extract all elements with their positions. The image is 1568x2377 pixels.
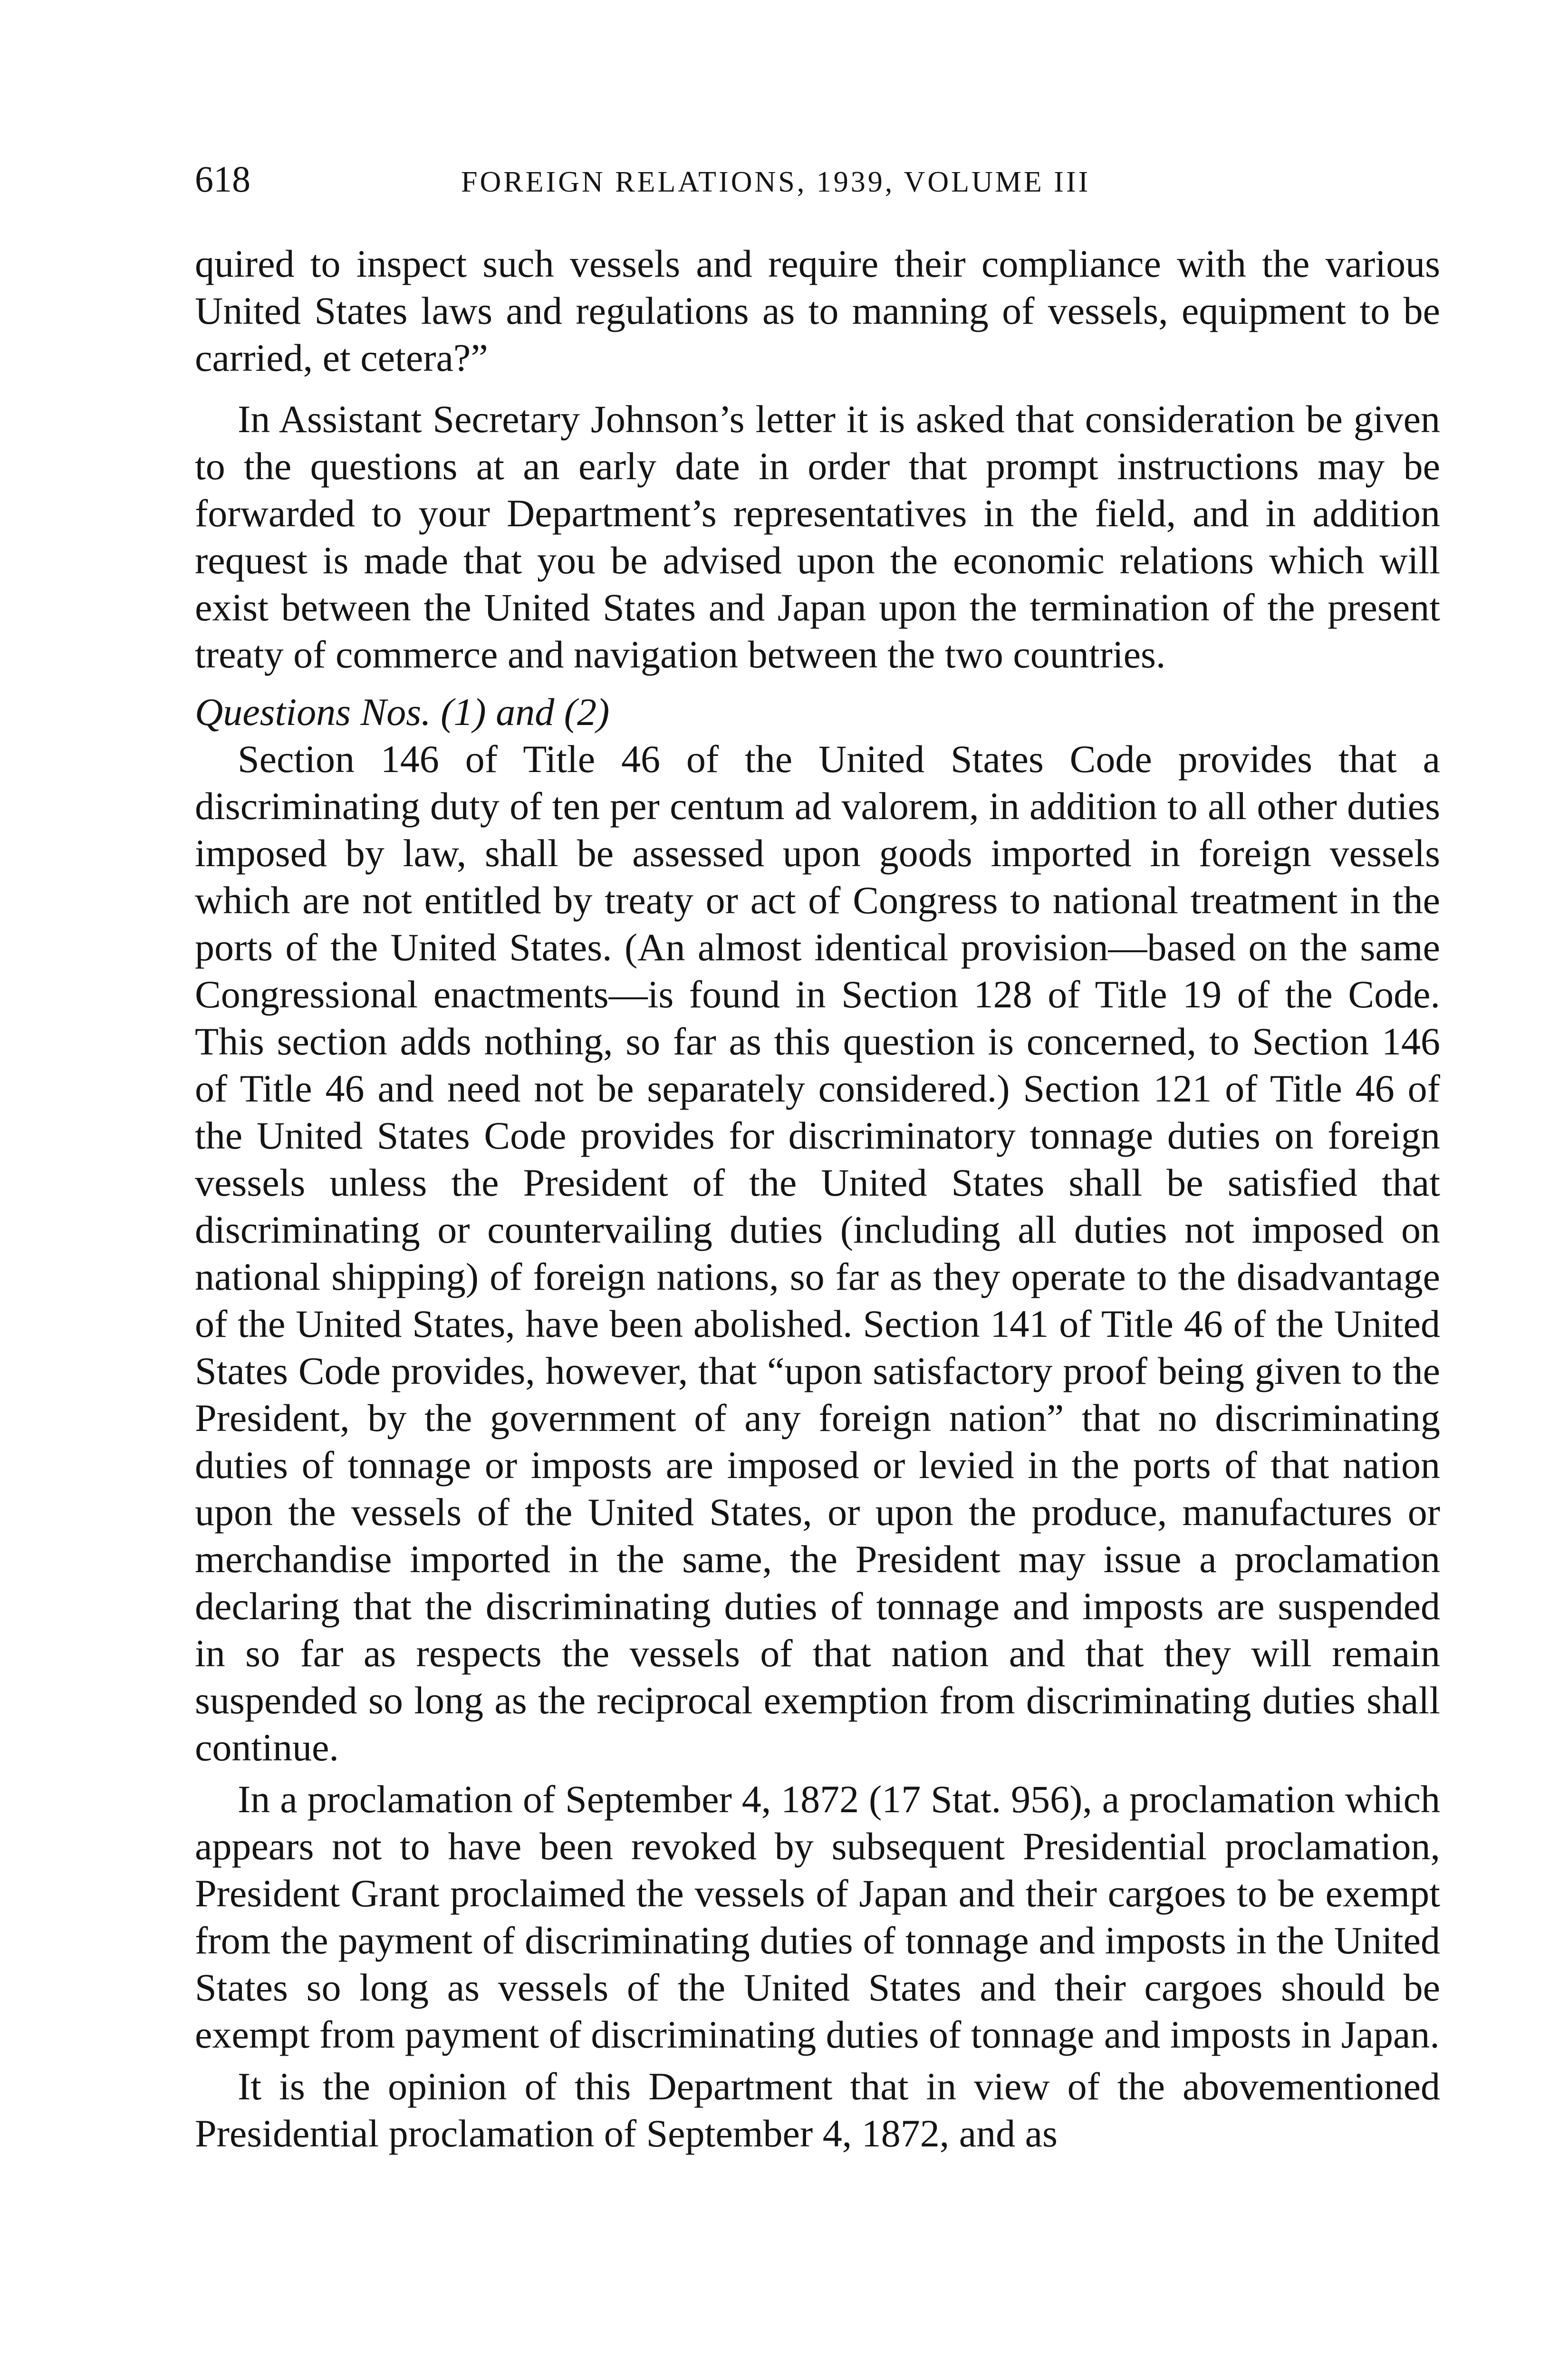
- section-heading-questions: Questions Nos. (1) and (2): [195, 690, 610, 734]
- running-head: FOREIGN RELATIONS, 1939, VOLUME III: [461, 166, 1091, 198]
- paragraph-proclamation-1872: In a proclamation of September 4, 1872 (17 Stat. 956), a proclamation which appears not to have been revoked by subsequent Presidential proclamation, President Grant proclaimed the vessels of Japan and their cargoes to be exempt from the payment of discriminating duties of tonnage and imposts in the United States so long as vessels of the United States and their cargoes should be exempt from payment of discriminating duties of tonnage and imposts in Japan.: [195, 1778, 1440, 2056]
- paragraph-johnson-letter: In Assistant Secretary Johnson’s letter it is asked that consideration be given to the questions at an early date in order that prompt instructions may be forwarded to your Department’s representatives in the field, and in addition request is made that you be advised upon the economic relations which will exist between the United States and Japan upon the termination of the present treaty of commerce and navigation between the two countries.: [195, 397, 1440, 676]
- paragraph-department-opinion: It is the opinion of this Department that in view of the abovementioned Presidential proclamation of September 4, 1872, and as: [195, 2065, 1440, 2155]
- body-text: [195, 240, 1440, 2157]
- paragraph-continuation: quired to inspect such vessels and require their compliance with the various United States laws and regulations as to manning of vessels, equipment to be carried, et cetera?”: [195, 242, 1440, 379]
- page-number: 618: [195, 158, 250, 200]
- paragraph-section-146: Section 146 of Title 46 of the United States Code provides that a discriminating duty of ten per centum ad valorem, in addition to all other duties imposed by law, shall be assessed upon goods imported in foreign vessels which are not entitled by treaty or act of Congress to national treatment in the ports of the United States. (An almost identical provision—based on the same Congressional enactments—is found in Section 128 of Title 19 of the Code. This section adds nothing, so far as this question is concerned, to Section 146 of Title 46 and need not be separately considered.) Section 121 of Title 46 of the United States Code provides for discriminatory tonnage duties on foreign vessels unless the President of the United States shall be satisfied that discriminating or countervailing duties (including all duties not imposed on national shipping) of foreign nations, so far as they operate to the disadvantage of the United States, have been abolished. Section 141 of Title 46 of the United States Code provides, however, that “upon satisfactory proof being given to the President, by the government of any foreign nation” that no discriminating duties of tonnage or imposts are imposed or levied in the ports of that nation upon the vessels of the United States, or upon the produce, manufactures or merchandise imported in the same, the President may issue a proclamation declaring that the discriminating duties of tonnage and imposts are suspended in so far as respects the vessels of that nation and that they will remain suspended so long as the reciprocal exemption from discriminating duties shall continue.: [195, 737, 1440, 1769]
- page-header: [195, 153, 1440, 210]
